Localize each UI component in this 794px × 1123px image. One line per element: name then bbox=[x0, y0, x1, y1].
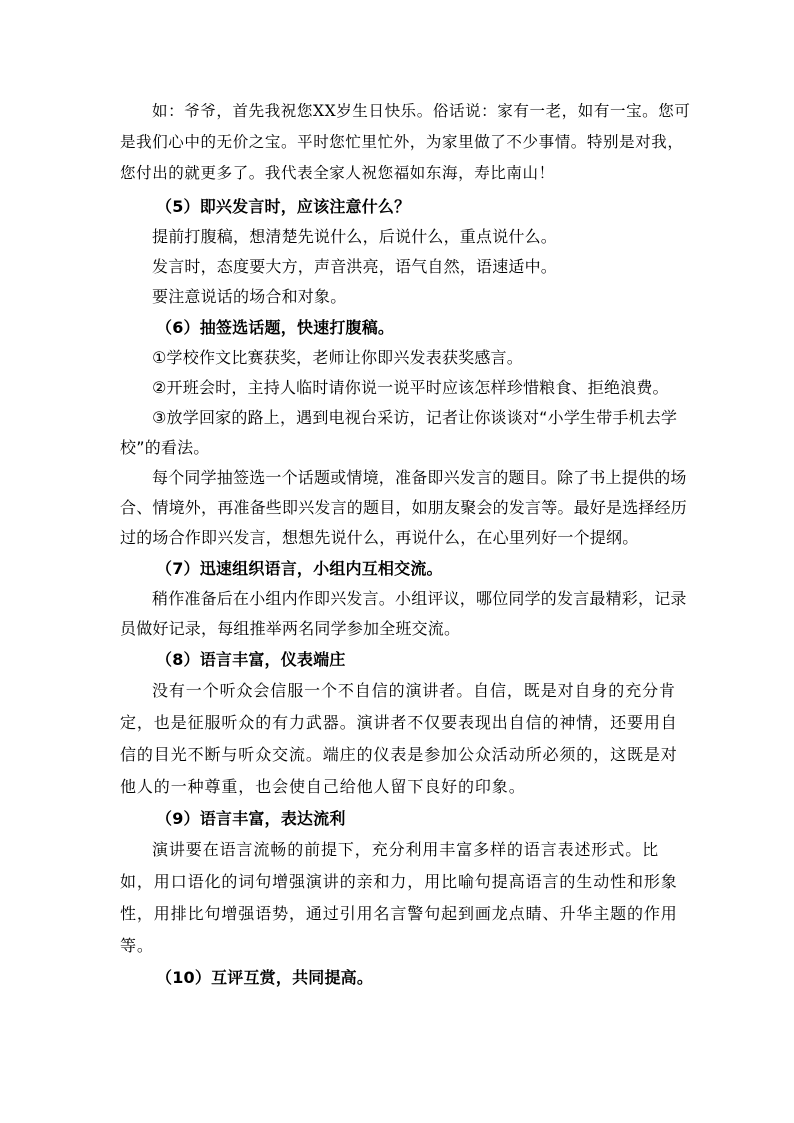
paragraph: 提前打腹稿，想清楚先说什么，后说什么，重点说什么。 bbox=[152, 227, 558, 246]
paragraph: 没有一个听众会信服一个不自信的演讲者。自信，既是对自身的充分肯定，也是征服听众的有力武器。演讲者不仅要表现出自信的神情，还要用自信的目光不断与听众交流。端庄的仪表是参加公众活动所必须的，这既是对他人的一种尊重，也会使自己给他人留下良好的印象。 bbox=[120, 681, 678, 796]
paragraph: 每个同学抽签选一个话题或情境，准备即兴发言的题目。除了书上提供的场合、情境外，再准备些即兴发言的题目，如朋友聚会的发言等。最好是选择经历过的场合作即兴发言，想想先说什么，再说什么，在心里列好一个提纲。 bbox=[120, 468, 688, 547]
paragraph: 稍作准备后在小组内作即兴发言。小组评议，哪位同学的发言最精彩，记录员做好记录，每组推举两名同学参加全班交流。 bbox=[120, 589, 687, 638]
paragraph: 发言时，态度要大方，声音洪亮，语气自然，语速适中。 bbox=[152, 257, 558, 276]
heading-9: （9）语言丰富，表达流利 bbox=[156, 809, 346, 828]
heading-8: （8）语言丰富，仪表端庄 bbox=[156, 650, 346, 669]
paragraph: 演讲要在语言流畅的前提下，充分利用丰富多样的语言表述形式。比如，用口语化的词句增强演讲的亲和力，用比喻句提高语言的生动性和形象性，用排比句增强语势，通过引用名言警句起到画龙点睛、升华主题的作用等。 bbox=[120, 840, 678, 955]
topic-item-2: ②开班会时，主持人临时请你说一说平时应该怎样珍惜粮食、拒绝浪费。 bbox=[152, 378, 669, 397]
topic-item-3: ③放学回家的路上，遇到电视台采访，记者让你谈谈对“小学生带手机去学校”的看法。 bbox=[120, 408, 678, 457]
topic-item-1: ①学校作文比赛获奖，老师让你即兴发表获奖感言。 bbox=[152, 348, 523, 367]
heading-6: （6）抽签选话题，快速打腹稿。 bbox=[156, 318, 395, 337]
document-body bbox=[120, 96, 692, 993]
heading-5: （5）即兴发言时，应该注意什么？ bbox=[156, 197, 411, 216]
paragraph: 要注意说话的场合和对象。 bbox=[152, 287, 347, 306]
heading-7: （7）迅速组织语言，小组内互相交流。 bbox=[156, 559, 443, 578]
example-birthday-speech: 如：爷爷，首先我祝您XX岁生日快乐。俗话说：家有一老，如有一宝。您可是我们心中的无价之宝。平时您忙里忙外，为家里做了不少事情。特别是对我，您付出的就更多了。我代表全家人祝您福如东海，寿比南山！ bbox=[120, 102, 691, 182]
heading-10: （10）互评互赏，共同提高。 bbox=[156, 968, 374, 987]
